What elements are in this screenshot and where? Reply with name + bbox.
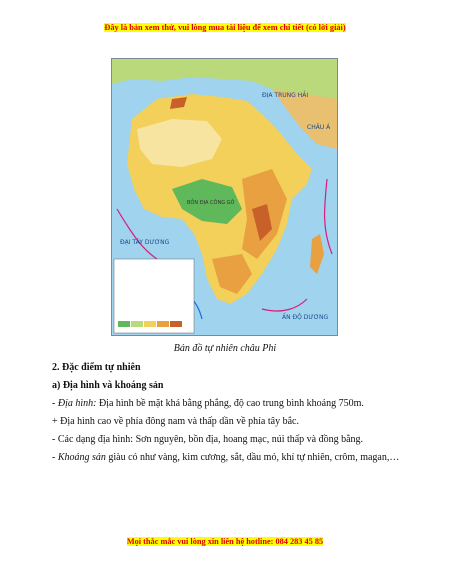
paragraph-relief	[52, 397, 400, 411]
minerals-label: Khoáng sản	[57, 452, 106, 463]
subsection-title: a) Địa hình và khoáng sản	[52, 380, 164, 391]
preview-notice	[0, 23, 450, 32]
label-indian: ẤN ĐỘ DƯƠNG	[282, 314, 329, 321]
legend-swatch	[118, 321, 130, 327]
label-congo: BỒN ĐỊA CÔNG GÔ	[187, 200, 235, 206]
hotline-notice	[0, 537, 450, 546]
paragraph-height: + Địa hình cao về phía đông nam và thấp dần về phía tây bắc.	[52, 416, 299, 427]
label-asia: CHÂU Á	[307, 124, 331, 131]
legend-swatch	[131, 321, 143, 327]
legend-swatch	[170, 321, 182, 327]
map-caption: Bản đồ tự nhiên châu Phi	[173, 343, 277, 354]
paragraph-minerals	[52, 451, 400, 465]
hotline-text: Mọi thắc mắc vui lòng xin liên hệ hotline: 084 283 45 85	[126, 537, 324, 546]
legend-swatch	[157, 321, 169, 327]
label-atlantic: ĐẠI TÂY DƯƠNG	[120, 239, 170, 246]
africa-physical-map	[111, 58, 338, 336]
label-mediterranean: ĐỊA TRUNG HẢI	[262, 92, 309, 99]
legend-swatch	[144, 321, 156, 327]
preview-notice-text: Đây là bản xem thử, vui lòng mua tài liệu để xem chi tiết (có lời giải)	[104, 23, 346, 32]
minerals-text: giàu có như vàng, kim cương, sắt, dầu mỏ, khí tự nhiên, crôm, magan,…	[105, 452, 400, 463]
section-title: 2. Đặc điểm tự nhiên	[52, 362, 141, 373]
relief-label: Địa hình:	[57, 398, 97, 409]
bullet-dash: -	[52, 398, 58, 409]
bullet-dash: -	[52, 452, 58, 463]
relief-text: Địa hình bề mặt khá bằng phẳng, độ cao trung bình khoảng 750m.	[96, 398, 364, 409]
paragraph-landforms: - Các dạng địa hình: Sơn nguyên, bồn địa, hoang mạc, núi thấp và đồng bằng.	[52, 434, 364, 445]
